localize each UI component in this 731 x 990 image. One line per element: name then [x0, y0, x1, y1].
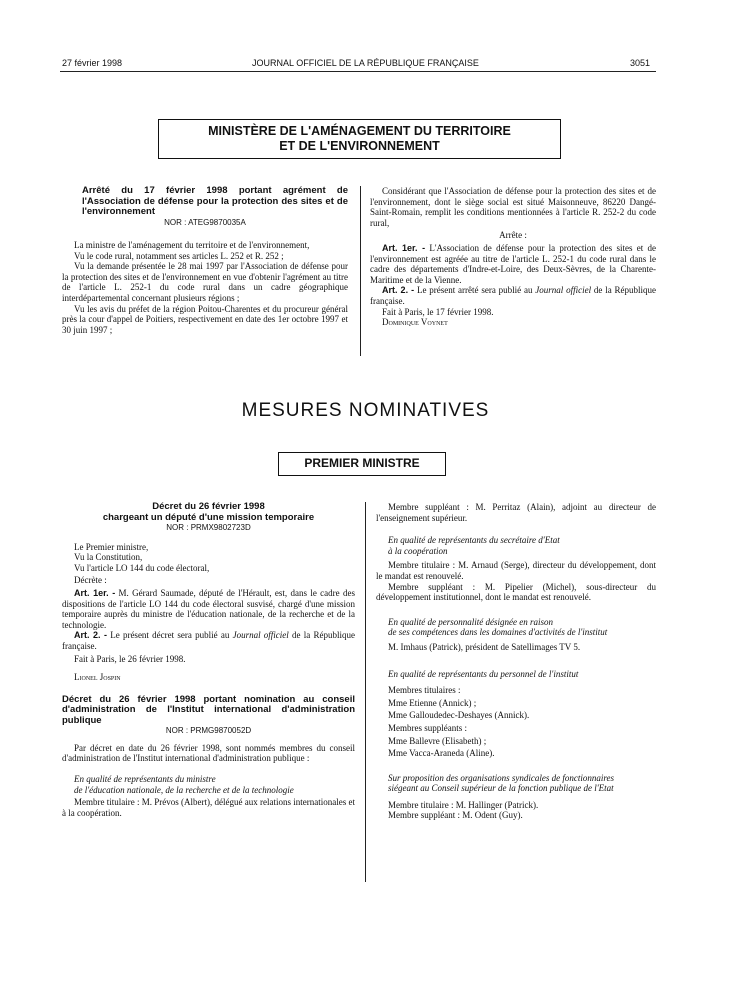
list-item: Mme Ballevre (Elisabeth) ;	[388, 735, 487, 746]
arrete-left-column	[62, 186, 348, 335]
decret2-cat1-heading-1: En qualité de représentants du ministre	[74, 774, 216, 784]
arrete-art2-text-b: de la République française.	[370, 285, 656, 306]
decret1-art1-text: M. Gérard Saumade, député de l'Hérault, est, dans le cadre des dispositions de l'article LO 144 du code électoral susvisé, chargé d'une mission temporaire auprès du ministre de l'éducation nationale, de la recherche et de la technologie.	[62, 587, 355, 630]
header-rule	[60, 71, 656, 72]
decret1-article-2	[62, 630, 355, 651]
decret1-art2-text-a: Le présent décret sera publié au	[110, 630, 233, 641]
decret2-cat5-suppleant: Membre suppléant : M. Odent (Guy).	[388, 810, 523, 821]
decret-right-column	[376, 502, 656, 821]
decret1-decrete: Décrète :	[74, 575, 107, 586]
decret2-cat3-heading-1: En qualité de personnalité désignée en raison	[388, 616, 553, 627]
decret2-cat2-suppleant: Membre suppléant : M. Pipelier (Michel), sous-directeur du développement institutionnel, dont le mandat est renouvelé.	[376, 581, 656, 603]
premier-ministre-box: PREMIER MINISTRE	[278, 452, 446, 476]
arrete-right-column	[370, 186, 656, 328]
decret2-cat3-heading-2: de ses compétences dans les domaines d'activités de l'institut	[388, 627, 608, 638]
arrete-article-1	[370, 243, 656, 285]
decret2-cat2-titulaire: Membre titulaire : M. Arnaud (Serge), directeur du développement, dont le mandat est renouvelé.	[376, 560, 656, 581]
decret1-art2-label: Art. 2. -	[74, 630, 107, 641]
decret1-vu-constitution: Vu la Constitution,	[74, 552, 143, 563]
list-item: Membres suppléants :	[388, 722, 467, 733]
arrete-considerant: Considérant que l'Association de défense pour la protection des sites et de l'environnement, dont le siège social est situé Maisonneuve, 86220 Dangé-Saint-Romain, remplit les conditions mentionnées à l'article R. 252-2 du code rural,	[370, 186, 656, 228]
list-item: Mme Etienne (Annick) ;	[388, 697, 477, 708]
ministry-box	[158, 119, 561, 159]
arrete-vu-code: Vu le code rural, notamment ses articles L. 252 et R. 252 ;	[74, 250, 284, 261]
decret2-cat1-titulaire: Membre titulaire : M. Prévos (Albert), délégué aux relations internationales et à la coopération.	[62, 797, 355, 818]
arrete-nor: NOR : ATEG9870035A	[164, 217, 246, 227]
list-item: Mme Galloudedec-Deshayes (Annick).	[388, 710, 530, 721]
arrete-arrete-word: Arrête :	[499, 230, 527, 241]
decret2-title: Décret du 26 février 1998 portant nomination au conseil d'administration de l'Institut international d'administration publique	[62, 693, 355, 726]
arrete-title: Arrêté du 17 février 1998 portant agrément de l'Association de défense pour la protection des sites et de l'environnement	[82, 185, 348, 217]
decret1-vu-article: Vu l'article LO 144 du code électoral,	[74, 562, 210, 573]
decret2-cat5-heading-1: Sur proposition des organisations syndicales de fonctionnaires	[388, 772, 614, 783]
decret-left-column	[62, 502, 355, 818]
decret1-art1-label: Art. 1er. -	[74, 587, 116, 598]
decret2-cat3-member: M. Imhaus (Patrick), président de Satellimages TV 5.	[388, 641, 581, 652]
arrete-art1-label: Art. 1er. -	[382, 242, 426, 253]
ministry-line-2: ET DE L'ENVIRONNEMENT	[279, 139, 440, 153]
header-date: 27 février 1998	[62, 58, 123, 68]
column-divider-top	[360, 186, 361, 356]
arrete-art2-label: Art. 2. -	[382, 285, 415, 296]
section-title: MESURES NOMINATIVES	[241, 400, 490, 421]
header-journal-title: JOURNAL OFFICIEL DE LA RÉPUBLIQUE FRANÇAISE	[252, 58, 479, 68]
arrete-fait: Fait à Paris, le 17 février 1998.	[382, 306, 494, 317]
arrete-article-2	[370, 285, 656, 306]
decret1-art2-journal: Journal officiel	[232, 630, 289, 641]
decret2-cat1-suppleant: Membre suppléant : M. Perritaz (Alain), adjoint au directeur de l'enseignement supérieur.	[376, 502, 656, 523]
decret2-cat5-titulaire: Membre titulaire : M. Hallinger (Patrick).	[388, 799, 539, 810]
decret1-article-1	[62, 588, 355, 630]
decret2-nor: NOR : PRMG9870052D	[165, 726, 252, 736]
header-page-number: 3051	[630, 58, 651, 68]
decret2-cat4-list	[376, 685, 656, 759]
list-item: Membres titulaires :	[388, 685, 461, 696]
decret2-cat2-heading-1: En qualité de représentants du secrétaire d'Etat	[388, 535, 560, 546]
decret1-premier-ministre: Le Premier ministre,	[74, 541, 149, 552]
decret2-cat1-heading-2: de l'éducation nationale, de la recherche et de la technologie	[74, 784, 294, 795]
decret2-cat4-heading: En qualité de représentants du personnel de l'institut	[388, 668, 579, 679]
decret1-fait: Fait à Paris, le 26 février 1998.	[74, 653, 186, 664]
decret1-nor: NOR : PRMX9802723D	[166, 523, 251, 532]
decret1-title-line-2: chargeant un député d'une mission temporaire	[102, 511, 315, 523]
decret1-title-line-1: Décret du 26 février 1998	[152, 501, 265, 512]
arrete-art2-journal: Journal officiel	[535, 285, 592, 296]
list-item: Mme Vacca-Araneda (Aline).	[388, 748, 495, 759]
arrete-art2-text-a: Le présent arrêté sera publié au	[416, 285, 536, 296]
decret1-signature: Lionel Jospin	[74, 672, 121, 683]
decret2-cat2-heading-2: à la coopération	[388, 545, 448, 556]
column-divider-bottom	[365, 502, 366, 882]
decret2-cat5-heading-2: siégeant au Conseil supérieur de la fonction publique de l'Etat	[388, 783, 614, 794]
arrete-vu-demande: Vu la demande présentée le 28 mai 1997 par l'Association de défense pour la protection des sites et de l'environnement en vue d'obtenir l'agrément au titre de l'article L. 252-1 du code rural dans un cadre géographique interdépartemental concernant plusieurs régions ;	[62, 261, 348, 304]
arrete-vu-avis: Vu les avis du préfet de la région Poitou-Charentes et du procureur général près la cour d'appel de Poitiers, respectivement en date des 1er octobre 1997 et 30 juin 1997 ;	[62, 303, 348, 335]
ministry-line-1: MINISTÈRE DE L'AMÉNAGEMENT DU TERRITOIRE	[208, 124, 511, 138]
arrete-signature: Dominique Voynet	[382, 317, 448, 328]
arrete-art1-text: L'Association de défense pour la protection des sites et de l'environnement est agréée au titre de l'article L. 252-1 du code rural dans le cadre des départements d'Indre-et-Loire, des Deux-Sèvres, de la Charente-Maritime et de la Vienne.	[370, 242, 657, 285]
arrete-ministre: La ministre de l'aménagement du territoire et de l'environnement,	[74, 240, 310, 251]
decret1-art2-text-b: de la République française.	[62, 630, 355, 651]
decret2-intro: Par décret en date du 26 février 1998, sont nommés membres du conseil d'administration de l'Institut international d'administration publique :	[62, 742, 355, 764]
